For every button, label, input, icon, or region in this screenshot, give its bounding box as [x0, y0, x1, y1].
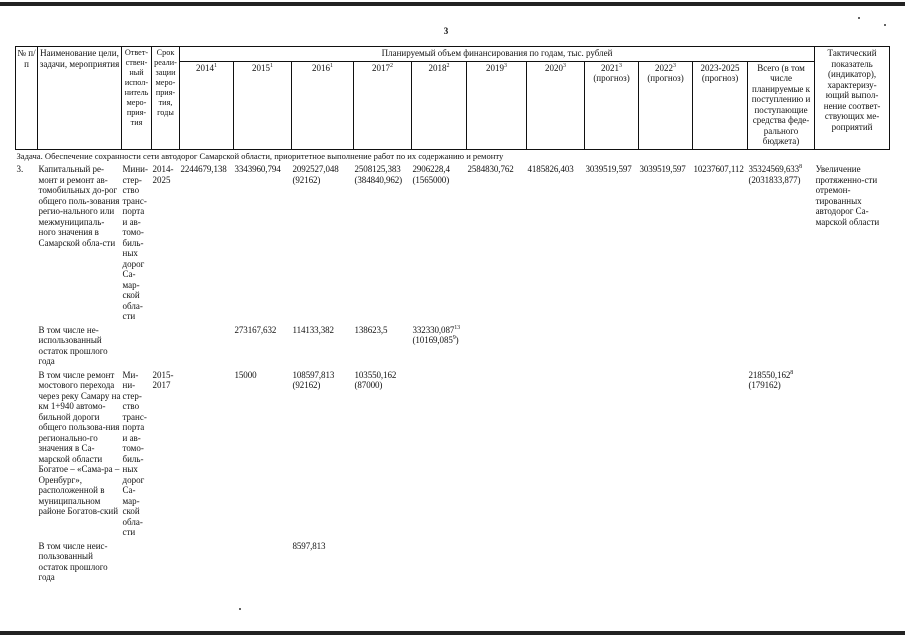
funding-total — [748, 539, 815, 584]
funding-value — [527, 323, 585, 368]
tactical-indicator — [815, 539, 890, 584]
implementation-term: 2015-2017 — [152, 369, 174, 390]
funding-value — [639, 539, 693, 584]
header-responsible: Ответ-ствен-ный испол-нитель меро-прия-тия — [122, 47, 152, 150]
table-row — [16, 323, 890, 368]
funding-value — [693, 323, 748, 368]
funding-value: 114133,382 — [292, 324, 334, 335]
row-number — [16, 539, 38, 584]
measure-name: В том числе ремонт мостового перехода через реку Самару на км 1+940 автомо-бильной дороги общего пользова-ния регионально-го значения в Са-марской области Богатое – «Сама-ра – Оренбург», расположенной в муниципальном районе Богатов-ский — [38, 369, 121, 516]
funding-value — [234, 539, 292, 584]
funding-value — [180, 323, 234, 368]
funding-value: 138623,5 — [354, 324, 388, 335]
table-row — [16, 368, 890, 539]
funding-value — [639, 323, 693, 368]
funding-value — [585, 368, 639, 539]
funding-value — [180, 368, 234, 539]
responsible-executor — [122, 323, 152, 368]
row-number: 3. — [16, 164, 24, 174]
funding-value: 3343960,794 — [234, 164, 281, 174]
responsible-executor: Мини-стер-ство транс-порта и ав-томо-биль-ных дорог Са-мар-ской обла-сти — [122, 164, 148, 321]
header-year: 2016$^1$ — [292, 61, 354, 149]
funding-value — [354, 539, 412, 584]
funding-value: 2244679,138 — [180, 164, 227, 174]
table-row — [16, 539, 890, 584]
funding-value: 2906228,4 (1565000) — [412, 164, 450, 185]
header-year: 2018$^2$ — [412, 61, 467, 149]
funding-value: 2584830,762 — [467, 164, 514, 174]
funding-value: 273167,632 — [234, 324, 277, 335]
funding-value: 3039519,597 — [585, 164, 632, 174]
page-number: 3 — [443, 26, 449, 36]
funding-value — [467, 368, 527, 539]
task-title: Задача. Обеспечение сохранности сети автодорог Самарской области, приоритетное выполнение работ по их содержанию и ремонту — [16, 150, 504, 161]
funding-value: 4185826,403 — [527, 164, 574, 174]
funding-value — [527, 539, 585, 584]
financing-table — [15, 46, 890, 584]
funding-value — [467, 539, 527, 584]
header-num: № п/п — [16, 47, 38, 150]
funding-total — [748, 323, 815, 368]
funding-value: 2092527,048 (92162) — [292, 164, 339, 185]
funding-value — [412, 368, 467, 539]
top-border-rule — [0, 2, 905, 6]
funding-value — [412, 539, 467, 584]
header-indicator: Тактический показатель (индикатор), характеризу-ющий выпол-нение соответ-ствующих ме-роприятий — [815, 47, 890, 150]
header-year: 2017$^2$ — [354, 61, 412, 149]
funding-value: 332330,087$^{13}$ (10169,085$^9$) — [412, 324, 461, 345]
task-row — [16, 149, 890, 162]
scan-speck — [884, 24, 886, 26]
row-number — [16, 368, 38, 539]
header-year: 2023-2025 (прогноз) — [693, 61, 748, 149]
header-year: 2020$^3$ — [527, 61, 585, 149]
implementation-term — [152, 539, 180, 584]
header-name: Наименование цели, задачи, мероприятия — [38, 47, 122, 150]
responsible-executor: Ми-ни-стер-ство транс-порта и ав-томо-биль-ных дорог Са-мар-ской обла-сти — [122, 369, 147, 537]
header-total: Всего (в том числе планируемые к поступлению и поступающие средства феде-рального бюджета) — [748, 61, 815, 149]
funding-value — [693, 368, 748, 539]
header-term: Срок реали-зации меро-прия-тия, годы — [152, 47, 180, 150]
header-row-top — [16, 47, 890, 62]
header-year: 2015$^1$ — [234, 61, 292, 149]
funding-value: 8597,813 — [292, 540, 326, 551]
header-funding-group: Планируемый объем финансирования по годам, тыс. рублей — [180, 47, 815, 62]
funding-value — [467, 323, 527, 368]
table-row — [16, 162, 890, 323]
row-number — [16, 323, 38, 368]
header-year: 2021$^3$ (прогноз) — [585, 61, 639, 149]
funding-value: 15000 — [234, 369, 257, 380]
funding-value — [693, 539, 748, 584]
funding-value — [527, 368, 585, 539]
funding-value: 10237607,112 — [693, 164, 744, 174]
funding-value: 2508125,383 (384840,962) — [354, 164, 403, 185]
implementation-term: 2014-2025 — [152, 164, 174, 185]
funding-value — [180, 539, 234, 584]
funding-value — [585, 323, 639, 368]
responsible-executor — [122, 539, 152, 584]
funding-total: 35324569,633$^8$ (2031833,877) — [748, 164, 802, 185]
header-year: 2019$^3$ — [467, 61, 527, 149]
bottom-border-rule — [0, 631, 905, 635]
funding-value: 103550,162 (87000) — [354, 369, 397, 390]
header-year: 2014$^1$ — [180, 61, 234, 149]
funding-value — [585, 539, 639, 584]
measure-name: В том числе неис-пользованный остаток прошлого года — [38, 540, 108, 582]
scan-speck — [858, 17, 860, 19]
funding-value: 108597,813 (92162) — [292, 369, 335, 390]
tactical-indicator — [815, 368, 890, 539]
measure-name: В том числе не-использованный остаток прошлого года — [38, 324, 108, 366]
implementation-term — [152, 323, 180, 368]
measure-name: Капитальный ре-монт и ремонт ав-томобильных до-рог общего поль-зования регио-нального или межмуниципаль-ного значения в Самарской обла-сти — [38, 164, 120, 248]
funding-value: 3039519,597 — [639, 164, 686, 174]
tactical-indicator: Увеличение протяженно-сти отремон-тированных автодорог Са-марской области — [815, 164, 880, 227]
funding-total: 218550,162$^8$ (179162) — [748, 369, 794, 390]
scan-speck — [239, 608, 241, 610]
tactical-indicator — [815, 323, 890, 368]
funding-value — [639, 368, 693, 539]
header-year: 2022$^3$ (прогноз) — [639, 61, 693, 149]
